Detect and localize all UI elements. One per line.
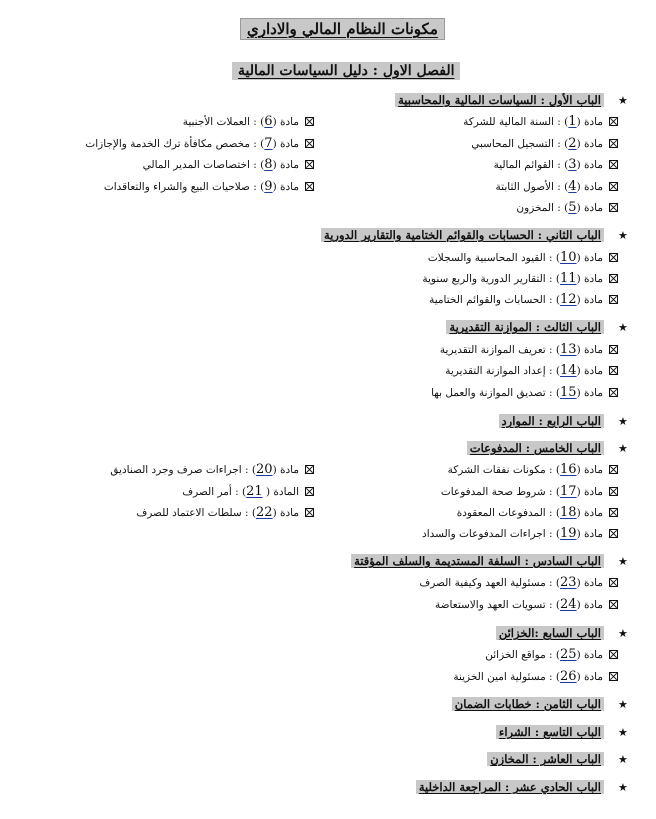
article-prefix: مادة ( — [576, 577, 603, 589]
article-prefix: مادة ( — [576, 252, 603, 264]
article-number: 4 — [568, 179, 577, 194]
article-number: 6 — [264, 114, 273, 129]
article-number: 15 — [560, 385, 577, 400]
article-prefix: مادة ( — [576, 599, 603, 611]
article-prefix: مادة ( — [576, 159, 603, 171]
article-item — [457, 505, 618, 520]
article-item — [445, 363, 618, 378]
checked-box-icon[interactable] — [609, 529, 618, 538]
article-number: 5 — [568, 200, 577, 215]
article-title: ) : القيود المحاسبية والسجلات — [427, 252, 561, 264]
checked-box-icon[interactable] — [305, 465, 314, 474]
chapter-heading: الباب الثاني : الحسابات والقوائم الختامية والتقارير الدورية — [321, 228, 604, 242]
checked-box-icon[interactable] — [609, 487, 618, 496]
article-prefix: المادة ( — [262, 486, 299, 498]
checked-box-icon[interactable] — [609, 366, 618, 375]
checked-box-icon[interactable] — [609, 672, 618, 681]
article-text — [431, 385, 603, 400]
article-title: ) : القوائم المالية — [493, 159, 569, 171]
article-prefix: مادة ( — [576, 138, 603, 150]
article-title: ) : إعداد الموازنة التقديرية — [445, 365, 561, 377]
article-number: 25 — [560, 647, 577, 662]
article-text — [110, 462, 299, 477]
article-prefix: مادة ( — [576, 528, 603, 540]
article-item — [448, 462, 618, 477]
checked-box-icon[interactable] — [609, 160, 618, 169]
article-item — [485, 647, 618, 662]
article-title: ) : التسجيل المحاسبي — [471, 138, 569, 150]
chapter-heading: الباب الحادي عشر : المراجعة الداخلية — [416, 780, 604, 794]
chapter-heading: الباب الأول : السياسات المالية والمحاسبية — [395, 93, 604, 107]
article-prefix: مادة ( — [576, 181, 603, 193]
article-item — [428, 250, 618, 265]
checked-box-icon[interactable] — [305, 139, 314, 148]
article-prefix: مادة ( — [576, 464, 603, 476]
checked-box-icon[interactable] — [305, 182, 314, 191]
article-title: ) : السنة المالية للشركة — [463, 116, 569, 128]
article-text — [85, 136, 299, 151]
star-bullet-icon: ★ — [618, 229, 628, 242]
article-item — [431, 385, 618, 400]
article-item — [463, 114, 618, 129]
article-text — [136, 505, 299, 520]
article-prefix: مادة ( — [576, 486, 603, 498]
checked-box-icon[interactable] — [305, 160, 314, 169]
article-title: ) : المخزون — [516, 202, 569, 214]
article-text — [182, 484, 299, 499]
article-prefix: مادة ( — [272, 464, 299, 476]
article-number: 9 — [264, 179, 273, 194]
article-number: 11 — [560, 271, 577, 286]
article-prefix: مادة ( — [576, 387, 603, 399]
article-number: 23 — [560, 575, 577, 590]
checked-box-icon[interactable] — [609, 600, 618, 609]
star-bullet-icon: ★ — [618, 627, 628, 640]
article-number: 12 — [560, 292, 577, 307]
checked-box-icon[interactable] — [305, 508, 314, 517]
article-title: ) : شروط صحة المدفوعات — [440, 486, 561, 498]
article-title: ) : مواقع الخزائن — [485, 649, 561, 661]
article-prefix: مادة ( — [576, 344, 603, 356]
checked-box-icon[interactable] — [609, 650, 618, 659]
article-number: 13 — [560, 342, 577, 357]
article-item — [422, 526, 618, 541]
article-item — [419, 575, 618, 590]
article-text — [448, 462, 603, 477]
article-text — [428, 250, 603, 265]
article-number: 20 — [256, 462, 273, 477]
article-prefix: مادة ( — [272, 116, 299, 128]
article-prefix: مادة ( — [576, 116, 603, 128]
checked-box-icon[interactable] — [609, 182, 618, 191]
article-number: 8 — [264, 157, 273, 172]
chapter-heading: الباب التاسع : الشراء — [496, 725, 604, 739]
star-bullet-icon: ★ — [618, 726, 628, 739]
star-bullet-icon: ★ — [618, 415, 628, 428]
chapter-heading: الباب السابع :الخزائن — [496, 626, 604, 640]
chapter-heading: الباب الثامن : خطابات الضمان — [452, 697, 604, 711]
article-text — [445, 363, 603, 378]
checked-box-icon[interactable] — [609, 508, 618, 517]
article-text — [471, 136, 603, 151]
checked-box-icon[interactable] — [305, 117, 314, 126]
chapter-heading: الباب الخامس : المدفوعات — [467, 441, 604, 455]
article-text — [453, 669, 603, 684]
article-prefix: مادة ( — [576, 273, 603, 285]
article-text — [463, 114, 603, 129]
chapter-heading: الباب الرابع : الموارد — [499, 414, 604, 428]
article-prefix: مادة ( — [272, 138, 299, 150]
article-item — [183, 114, 314, 129]
article-title: ) : سلطات الاعتماد للصرف — [136, 507, 257, 519]
star-bullet-icon: ★ — [618, 698, 628, 711]
article-number: 3 — [568, 157, 577, 172]
article-title: ) : تسويات العهد والاستعاضة — [435, 599, 561, 611]
article-title: ) : مخصص مكافأة ترك الخدمة والإجازات — [85, 138, 265, 150]
article-item — [422, 271, 618, 286]
checked-box-icon[interactable] — [609, 465, 618, 474]
article-number: 24 — [560, 597, 577, 612]
article-text — [143, 157, 299, 172]
checked-box-icon[interactable] — [609, 295, 618, 304]
article-title: ) : مسئولية العهد وكيفية الصرف — [419, 577, 561, 589]
article-title: ) : اختصاصات المدير المالي — [142, 159, 265, 171]
article-item — [453, 669, 618, 684]
article-prefix: مادة ( — [576, 294, 603, 306]
article-number: 16 — [560, 462, 577, 477]
article-item — [110, 462, 314, 477]
chapter-heading: الباب الثالث : الموازنة التقديرية — [446, 320, 604, 334]
star-bullet-icon: ★ — [618, 94, 628, 107]
article-item — [435, 597, 618, 612]
star-bullet-icon: ★ — [618, 781, 628, 794]
article-text — [183, 114, 299, 129]
chapter-heading: الباب السادس : السلفة المستديمة والسلف المؤقتة — [351, 554, 604, 568]
article-text — [422, 526, 603, 541]
article-number: 1 — [568, 114, 577, 129]
article-item — [143, 157, 314, 172]
article-number: 14 — [560, 363, 577, 378]
article-text — [485, 647, 603, 662]
checked-box-icon[interactable] — [609, 139, 618, 148]
chapter-heading: الباب العاشر : المخازن — [487, 752, 604, 766]
article-number: 7 — [264, 136, 273, 151]
article-prefix: مادة ( — [576, 202, 603, 214]
article-number: 18 — [560, 505, 577, 520]
checked-box-icon[interactable] — [609, 578, 618, 587]
section-title: الفصل الاول : دليل السياسات المالية — [232, 62, 460, 80]
article-prefix: مادة ( — [576, 649, 603, 661]
article-title: ) : اجراءات صرف وجرد الصناديق — [110, 464, 257, 476]
article-prefix: مادة ( — [272, 181, 299, 193]
article-title: ) : الأصول الثابتة — [495, 181, 569, 193]
article-item — [496, 179, 618, 194]
article-prefix: مادة ( — [272, 507, 299, 519]
article-text — [419, 575, 603, 590]
checked-box-icon[interactable] — [609, 345, 618, 354]
page-title: مكونات النظام المالي والاداري — [240, 18, 445, 40]
article-number: 19 — [560, 526, 577, 541]
checked-box-icon[interactable] — [305, 487, 314, 496]
checked-box-icon[interactable] — [609, 274, 618, 283]
article-text — [494, 157, 603, 172]
article-number: 17 — [560, 484, 577, 499]
article-item — [182, 484, 314, 499]
article-number: 2 — [568, 136, 577, 151]
article-title: ) : اجراءات المدفوعات والسداد — [422, 528, 561, 540]
article-item — [429, 292, 618, 307]
star-bullet-icon: ★ — [618, 555, 628, 568]
checked-box-icon[interactable] — [609, 388, 618, 397]
article-title: ) : تصديق الموازنة والعمل بها — [431, 387, 561, 399]
article-number: 26 — [560, 669, 577, 684]
article-text — [457, 505, 603, 520]
article-item — [85, 136, 314, 151]
article-title: ) : الحسابات والقوائم الختامية — [429, 294, 561, 306]
article-title: ) : أمر الصرف — [182, 486, 247, 498]
article-prefix: مادة ( — [576, 671, 603, 683]
article-number: 10 — [560, 250, 577, 265]
article-text — [422, 271, 603, 286]
article-title: ) : صلاحيات البيع والشراء والتعاقدات — [103, 181, 265, 193]
article-text — [429, 292, 603, 307]
article-item — [440, 342, 618, 357]
article-title: ) : مكونات نفقات الشركة — [447, 464, 561, 476]
article-prefix: مادة ( — [576, 365, 603, 377]
article-title: ) : التقارير الدورية والربع سنوية — [422, 273, 561, 285]
article-text — [104, 179, 299, 194]
checked-box-icon[interactable] — [609, 117, 618, 126]
article-text — [441, 484, 603, 499]
star-bullet-icon: ★ — [618, 753, 628, 766]
article-title: ) : تعريف الموازنة التقديرية — [439, 344, 561, 356]
article-prefix: مادة ( — [576, 507, 603, 519]
star-bullet-icon: ★ — [618, 321, 628, 334]
article-prefix: مادة ( — [272, 159, 299, 171]
article-number: 22 — [256, 505, 273, 520]
article-title: ) : المدفوعات المعقودة — [456, 507, 561, 519]
article-text — [496, 179, 603, 194]
article-text — [440, 342, 603, 357]
checked-box-icon[interactable] — [609, 203, 618, 212]
article-item — [136, 505, 314, 520]
article-item — [441, 484, 618, 499]
article-item — [104, 179, 314, 194]
star-bullet-icon: ★ — [618, 442, 628, 455]
article-title: ) : مسئولية امين الخزينة — [453, 671, 561, 683]
article-item — [516, 200, 618, 215]
article-text — [516, 200, 603, 215]
checked-box-icon[interactable] — [609, 253, 618, 262]
article-item — [494, 157, 618, 172]
article-number: 21 — [246, 484, 263, 499]
article-title: ) : العملات الأجنبية — [182, 116, 265, 128]
article-text — [435, 597, 603, 612]
article-item — [471, 136, 618, 151]
